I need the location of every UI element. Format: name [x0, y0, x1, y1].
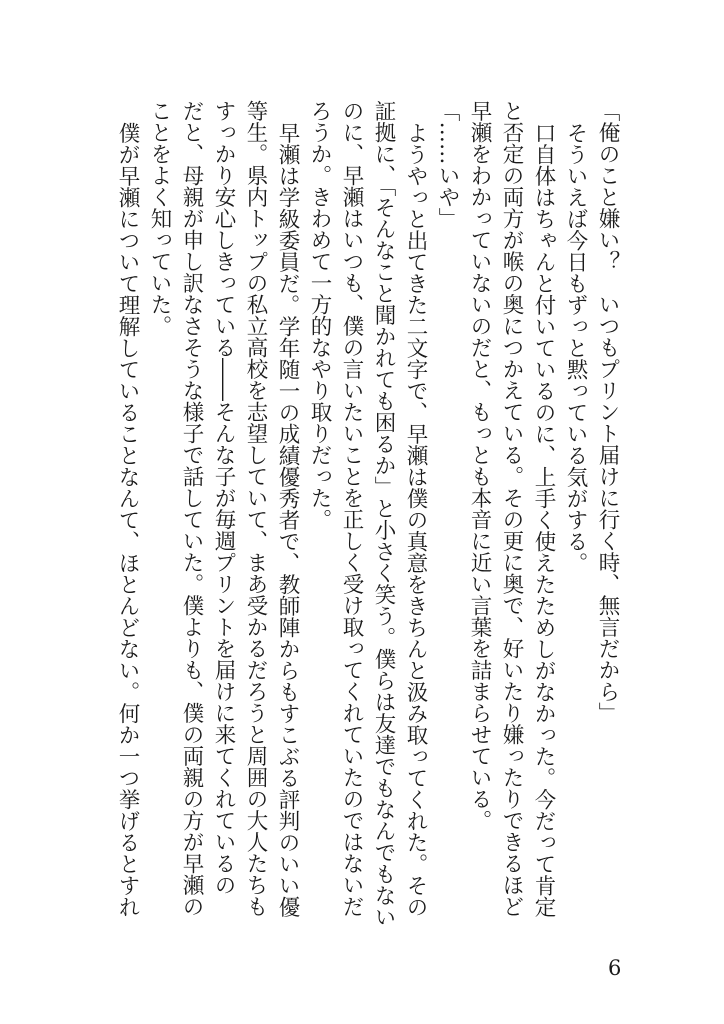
text-line: ことをよく知っていた。: [147, 100, 172, 337]
text-line: 「俺のこと嫌い？ いつもプリント届けに行く時、無言だから」: [595, 100, 620, 724]
text-line: 等生。県内トップの私立高校を志望していて、まあ受かるだろうと周囲の大人たちも: [243, 100, 268, 917]
page-number: 6: [608, 956, 622, 980]
text-line: ようやっと出てきた二文字で、早瀬は僕の真意をきちんと汲み取ってくれた。その: [403, 121, 428, 917]
text-line: 証拠に、「そんなこと聞かれても困るか」と小さく笑う。僕らは友達でもなんでもない: [371, 100, 396, 928]
text-line: 早瀬は学級委員だ。学年随一の成績優秀者で、教師陣からもすこぶる評判のいい優: [275, 121, 300, 917]
text-line: 口自体はちゃんと付いているのに、上手く使えたためしがなかった。今だって肯定: [531, 121, 556, 917]
text-line: ろうか。きわめて一方的なやり取りだった。: [307, 100, 332, 530]
text-line: すっかり安心しきっている――そんな子が毎週プリントを届けに来てくれているの: [211, 100, 236, 896]
text-line: そういえば今日もずっと黙っている気がする。: [563, 121, 588, 573]
text-line: 僕が早瀬について理解していることなんて、ほとんどない。何か一つ挙げるとすれ: [115, 121, 140, 917]
text-line: だと、母親が申し訳なさそうな様子で話していた。僕よりも、僕の両親の方が早瀬の: [179, 100, 204, 917]
text-line: 早瀬をわかっていないのだと、もっとも本音に近い言葉を詰まらせている。: [467, 100, 492, 831]
body-text: [111, 100, 623, 950]
text-line: のに、早瀬はいつも、僕の言いたいことを正しく受け取ってくれていたのではないだ: [339, 100, 364, 917]
text-line: と否定の両方が喉の奥につかえている。その更に奥で、好いたり嫌ったりできるほど: [499, 100, 524, 917]
text-line: 「……いや」: [435, 100, 460, 229]
